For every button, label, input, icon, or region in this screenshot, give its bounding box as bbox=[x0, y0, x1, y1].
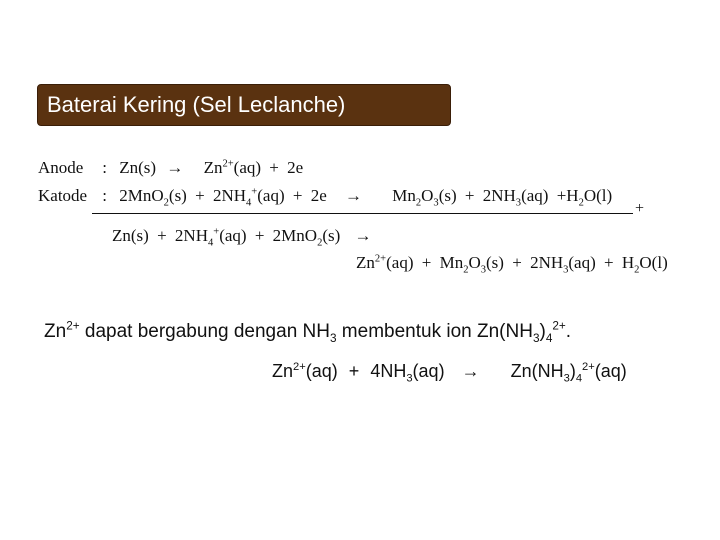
katode-equation: Katode : $2MnO_2(s) + 2NH_4^+(aq) + 2e \to Mn_2O_3(s) + 2NH_3(aq) +H_2O(l)$ bbox=[38, 186, 613, 209]
overall-equation-products: $Zn^{2+}(aq) + Mn_2O_3(s) + 2NH_3(aq) + H_2O(l)$ bbox=[356, 253, 668, 276]
complex-ion-description: $Zn^{2+}$ dapat bergabung dengan $NH_3$ membentuk ion $Zn(NH_3)_4^{2+}$. bbox=[44, 319, 572, 345]
sum-plus: + bbox=[635, 200, 645, 217]
katode-label: Katode bbox=[38, 186, 88, 205]
complex-ion-equation: $Zn^{2+}(aq) + 4NH_3(aq) \to Zn(NH_3)_4^{2+}(aq)$ bbox=[272, 361, 627, 385]
anode-equation: Anode : $Zn(s) \to Zn^{2+}(aq) + 2e$ bbox=[38, 158, 304, 177]
page-title: Baterai Kering (Sel Leclanche) bbox=[47, 92, 346, 117]
title-banner bbox=[37, 84, 451, 126]
arrow-icon: → bbox=[354, 226, 372, 245]
anode-sep: : bbox=[102, 158, 107, 177]
sum-line bbox=[92, 213, 633, 214]
arrow-icon: → bbox=[345, 186, 362, 205]
arrow-icon: → bbox=[166, 158, 184, 177]
arrow-icon: → bbox=[461, 361, 480, 381]
katode-sep: : bbox=[102, 186, 107, 205]
anode-label: Anode bbox=[38, 158, 84, 177]
overall-equation-reactants: $Zn(s) + 2NH_4^+(aq) + 2MnO_2(s)$ → bbox=[112, 226, 372, 249]
